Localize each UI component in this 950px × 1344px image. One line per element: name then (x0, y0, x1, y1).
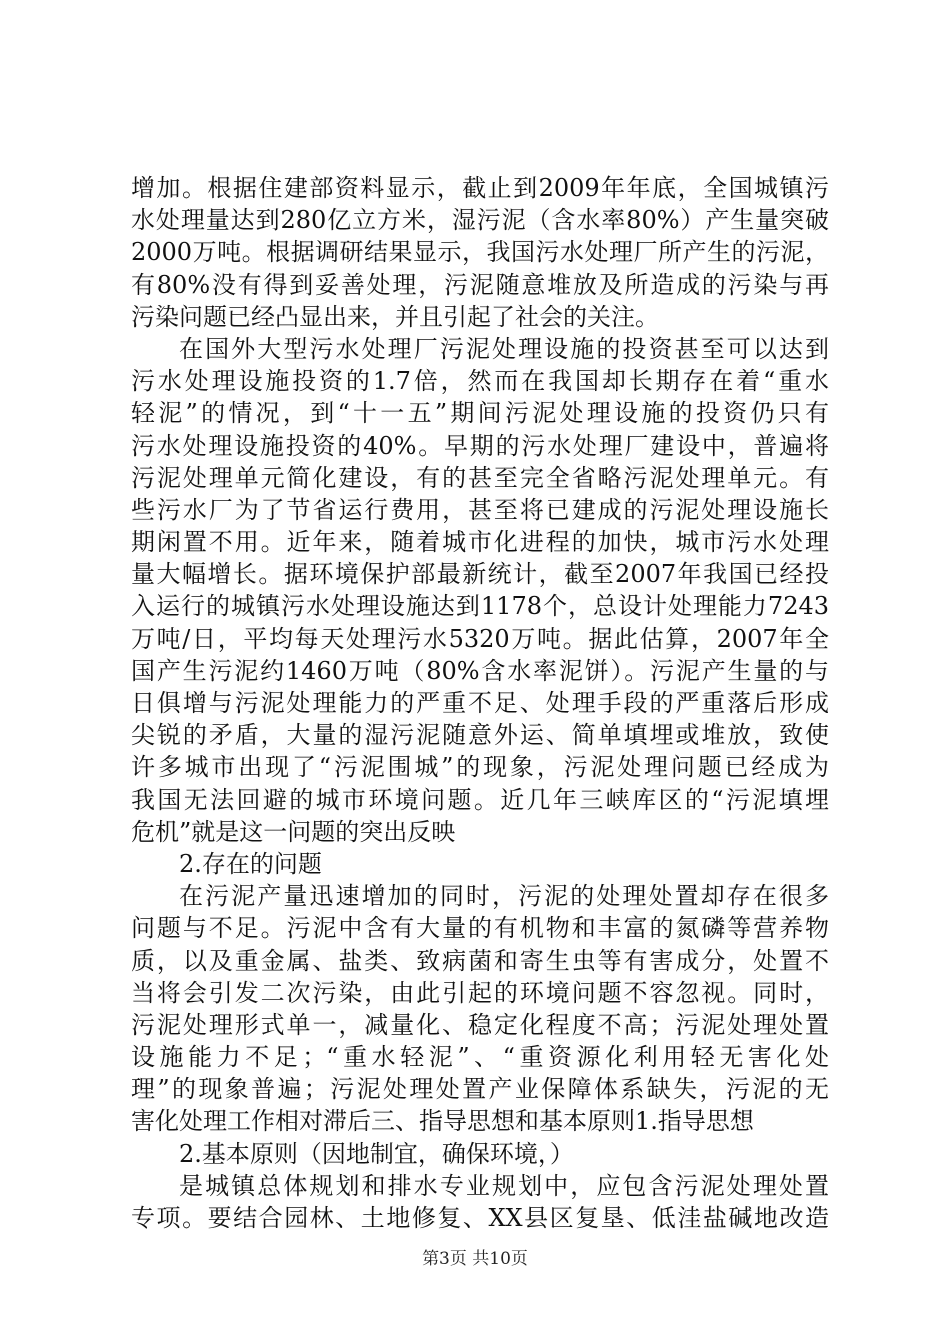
body-text (131, 172, 829, 1234)
text-line: 当将会引发二次污染，由此引起的环境问题不容忽视。同时， (131, 978, 829, 1007)
text-line: 理”的现象普遍；污泥处理处置产业保障体系缺失，污泥的无 (131, 1075, 829, 1104)
text-line: 万吨/日，平均每天处理污水5320万吨。据此估算，2007年全 (131, 624, 829, 653)
text-line: 在国外大型污水处理厂污泥处理设施的投资甚至可以达到 (179, 334, 829, 363)
text-line: 污水处理设施投资的40%。早期的污水处理厂建设中，普遍将 (131, 431, 829, 460)
text-line: 有80%没有得到妥善处理，污泥随意堆放及所造成的污染与再 (131, 270, 829, 299)
text-line: 日俱增与污泥处理能力的严重不足、处理手段的严重落后形成 (131, 689, 829, 717)
text-line: 许多城市出现了“污泥围城”的现象，污泥处理问题已经成为 (131, 753, 829, 782)
text-line: 期闲置不用。近年来，随着城市化进程的加快，城市污水处理 (131, 528, 829, 557)
text-line: 问题与不足。污泥中含有大量的有机物和丰富的氮磷等营养物 (131, 914, 829, 943)
text-line: 2.基本原则（因地制宜，确保环境，） (179, 1139, 574, 1168)
text-line: 入运行的城镇污水处理设施达到1178个，总设计处理能力7243 (131, 592, 829, 621)
text-line: 轻泥”的情况，到“十一五”期间污泥处理设施的投资仍只有 (131, 399, 829, 428)
text-line: 国产生污泥约1460万吨（80%含水率泥饼）。污泥产生量的与 (131, 656, 829, 685)
text-line: 危机”就是这一问题的突出反映 (131, 817, 456, 846)
text-line: 设施能力不足；“重水轻泥”、“重资源化利用轻无害化处 (131, 1043, 829, 1072)
text-line: 尖锐的矛盾，大量的湿污泥随意外运、简单填埋或堆放，致使 (131, 721, 829, 750)
text-line: 在污泥产量迅速增加的同时，污泥的处理处置却存在很多 (179, 882, 829, 911)
text-line: 质，以及重金属、盐类、致病菌和寄生虫等有害成分，处置不 (131, 946, 829, 975)
text-line: 增加。根据住建部资料显示，截止到2009年年底，全国城镇污 (131, 174, 829, 202)
text-line: 2000万吨。根据调研结果显示，我国污水处理厂所产生的污泥， (131, 238, 829, 267)
text-line: 害化处理工作相对滞后三、指导思想和基本原则1.指导思想 (131, 1107, 754, 1136)
text-line: 水处理量达到280亿立方米，湿污泥（含水率80%）产生量突破 (131, 206, 829, 235)
text-line: 专项。要结合园林、土地修复、XX县区复垦、低洼盐碱地改造 (131, 1204, 829, 1232)
text-line: 污染问题已经凸显出来，并且引起了社会的关注。 (131, 302, 659, 331)
text-line: 2.存在的问题 (179, 849, 322, 878)
text-line: 是城镇总体规划和排水专业规划中，应包含污泥处理处置 (179, 1171, 829, 1200)
text-line: 污泥处理单元简化建设，有的甚至完全省略污泥处理单元。有 (131, 463, 829, 492)
text-line: 污泥处理形式单一，减量化、稳定化程度不高；污泥处理处置 (131, 1010, 829, 1039)
text-line: 些污水厂为了节省运行费用，甚至将已建成的污泥处理设施长 (131, 495, 829, 524)
page-footer: 第3页 共10页 (422, 1249, 528, 1269)
text-line: 污水处理设施投资的1.7倍，然而在我国却长期存在着“重水 (131, 367, 829, 396)
text-line: 我国无法回避的城市环境问题。近几年三峡库区的“污泥填埋 (131, 785, 829, 814)
text-line: 量大幅增长。据环境保护部最新统计，截至2007年我国已经投 (131, 560, 829, 589)
